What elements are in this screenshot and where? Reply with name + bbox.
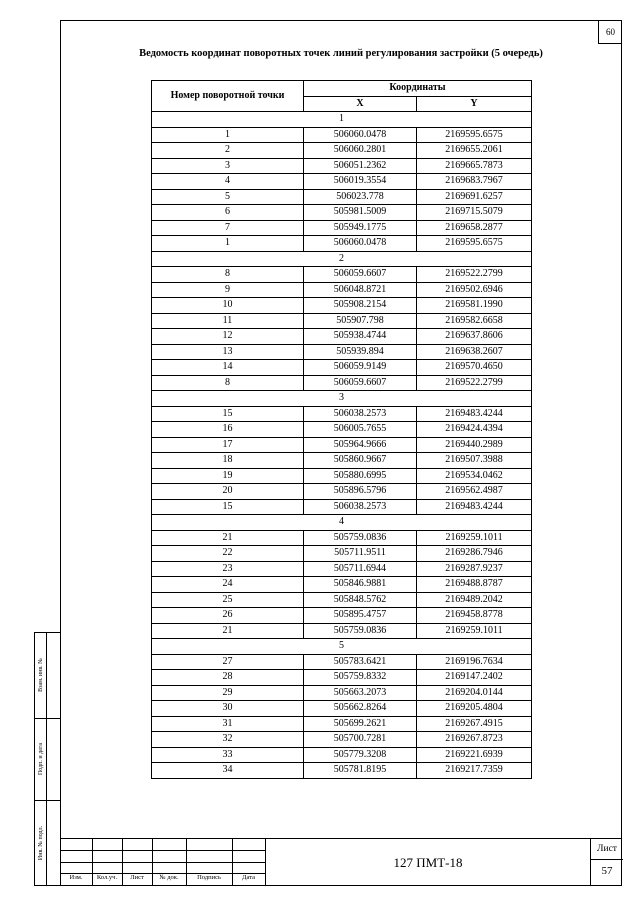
point-number-cell: 9 <box>152 282 304 298</box>
x-coordinate-cell: 505759.0836 <box>304 623 417 639</box>
point-number-cell: 27 <box>152 654 304 670</box>
table-row <box>152 422 532 438</box>
table-row <box>152 530 532 546</box>
table-row <box>152 437 532 453</box>
table-row <box>152 747 532 763</box>
stamp-col-izm: Изм. <box>69 874 83 881</box>
table-row <box>152 670 532 686</box>
y-coordinate-cell: 2169582.6658 <box>417 313 532 329</box>
header-point-number: Номер поворотной точки <box>152 81 304 112</box>
x-coordinate-cell: 505848.5762 <box>304 592 417 608</box>
x-coordinate-cell: 506038.2573 <box>304 406 417 422</box>
y-coordinate-cell: 2169489.2042 <box>417 592 532 608</box>
table-row <box>152 561 532 577</box>
group-label: 5 <box>152 639 532 655</box>
table-row <box>152 499 532 515</box>
table-row <box>152 375 532 391</box>
point-number-cell: 15 <box>152 499 304 515</box>
x-coordinate-cell: 505907.798 <box>304 313 417 329</box>
side-label-replacement-inv: Взам. инв. № <box>38 658 44 692</box>
x-coordinate-cell: 505779.3208 <box>304 747 417 763</box>
y-coordinate-cell: 2169507.3988 <box>417 453 532 469</box>
y-coordinate-cell: 2169488.8787 <box>417 577 532 593</box>
point-number-cell: 6 <box>152 205 304 221</box>
stamp-line <box>60 850 265 851</box>
table-row <box>152 360 532 376</box>
point-number-cell: 14 <box>152 360 304 376</box>
group-row <box>152 391 532 407</box>
point-number-cell: 10 <box>152 298 304 314</box>
stamp-col-doc: № док. <box>159 874 179 881</box>
stamp-col-kol: Кол.уч. <box>96 874 118 881</box>
table-row <box>152 205 532 221</box>
y-coordinate-cell: 2169683.7967 <box>417 174 532 190</box>
document-code: 127 ПМТ-18 <box>265 838 590 886</box>
table-row <box>152 220 532 236</box>
y-coordinate-cell: 2169522.2799 <box>417 267 532 283</box>
y-coordinate-cell: 2169715.5079 <box>417 205 532 221</box>
top-page-number: 60 <box>598 20 622 44</box>
point-number-cell: 2 <box>152 143 304 159</box>
point-number-cell: 16 <box>152 422 304 438</box>
table-row <box>152 484 532 500</box>
point-number-cell: 11 <box>152 313 304 329</box>
point-number-cell: 26 <box>152 608 304 624</box>
side-label-sign-date: Подп. и дата <box>38 742 44 776</box>
header-coordinates: Координаты <box>304 81 532 97</box>
x-coordinate-cell: 506048.8721 <box>304 282 417 298</box>
point-number-cell: 15 <box>152 406 304 422</box>
table-row <box>152 298 532 314</box>
x-coordinate-cell: 505759.0836 <box>304 530 417 546</box>
sheet-number: 57 <box>601 865 613 877</box>
point-number-cell: 1 <box>152 127 304 143</box>
y-coordinate-cell: 2169196.7634 <box>417 654 532 670</box>
point-number-cell: 8 <box>152 375 304 391</box>
point-number-cell: 17 <box>152 437 304 453</box>
header-x: X <box>304 96 417 112</box>
y-coordinate-cell: 2169570.4650 <box>417 360 532 376</box>
table-row <box>152 701 532 717</box>
y-coordinate-cell: 2169286.7946 <box>417 546 532 562</box>
x-coordinate-cell: 505964.9666 <box>304 437 417 453</box>
y-coordinate-cell: 2169665.7873 <box>417 158 532 174</box>
y-coordinate-cell: 2169637.8606 <box>417 329 532 345</box>
x-coordinate-cell: 505846.9881 <box>304 577 417 593</box>
stamp-col-list: Лист <box>130 874 144 881</box>
table-row <box>152 716 532 732</box>
stamp-col-sign: Подпись <box>197 874 221 881</box>
x-coordinate-cell: 506060.2801 <box>304 143 417 159</box>
x-coordinate-cell: 505711.6944 <box>304 561 417 577</box>
y-coordinate-cell: 2169581.1990 <box>417 298 532 314</box>
point-number-cell: 31 <box>152 716 304 732</box>
point-number-cell: 29 <box>152 685 304 701</box>
table-row <box>152 763 532 779</box>
point-number-cell: 32 <box>152 732 304 748</box>
point-number-cell: 1 <box>152 236 304 252</box>
y-coordinate-cell: 2169522.2799 <box>417 375 532 391</box>
table-row <box>152 267 532 283</box>
y-coordinate-cell: 2169217.7359 <box>417 763 532 779</box>
point-number-cell: 33 <box>152 747 304 763</box>
group-label: 2 <box>152 251 532 267</box>
x-coordinate-cell: 505908.2154 <box>304 298 417 314</box>
x-coordinate-cell: 505700.7281 <box>304 732 417 748</box>
x-coordinate-cell: 506023.778 <box>304 189 417 205</box>
point-number-cell: 21 <box>152 530 304 546</box>
group-label: 3 <box>152 391 532 407</box>
group-row <box>152 639 532 655</box>
point-number-cell: 12 <box>152 329 304 345</box>
point-number-cell: 18 <box>152 453 304 469</box>
group-label: 1 <box>152 112 532 128</box>
table-row <box>152 546 532 562</box>
point-number-cell: 30 <box>152 701 304 717</box>
table-row <box>152 608 532 624</box>
y-coordinate-cell: 2169424.4394 <box>417 422 532 438</box>
y-coordinate-cell: 2169440.2989 <box>417 437 532 453</box>
y-coordinate-cell: 2169655.2061 <box>417 143 532 159</box>
x-coordinate-cell: 506051.2362 <box>304 158 417 174</box>
y-coordinate-cell: 2169458.8778 <box>417 608 532 624</box>
stamp-col-date: Дата <box>242 874 255 881</box>
table-row <box>152 329 532 345</box>
table-row <box>152 313 532 329</box>
point-number-cell: 22 <box>152 546 304 562</box>
point-number-cell: 25 <box>152 592 304 608</box>
table-row <box>152 127 532 143</box>
y-coordinate-cell: 2169267.4915 <box>417 716 532 732</box>
stamp-line <box>60 862 265 863</box>
y-coordinate-cell: 2169658.2877 <box>417 220 532 236</box>
x-coordinate-cell: 506060.0478 <box>304 127 417 143</box>
x-coordinate-cell: 505860.9667 <box>304 453 417 469</box>
x-coordinate-cell: 505896.5796 <box>304 484 417 500</box>
y-coordinate-cell: 2169221.6939 <box>417 747 532 763</box>
y-coordinate-cell: 2169204.0144 <box>417 685 532 701</box>
group-row <box>152 515 532 531</box>
y-coordinate-cell: 2169638.2607 <box>417 344 532 360</box>
x-coordinate-cell: 505938.4744 <box>304 329 417 345</box>
y-coordinate-cell: 2169483.4244 <box>417 406 532 422</box>
table-row <box>152 344 532 360</box>
point-number-cell: 34 <box>152 763 304 779</box>
y-coordinate-cell: 2169147.2402 <box>417 670 532 686</box>
y-coordinate-cell: 2169259.1011 <box>417 623 532 639</box>
x-coordinate-cell: 505939.894 <box>304 344 417 360</box>
point-number-cell: 13 <box>152 344 304 360</box>
point-number-cell: 28 <box>152 670 304 686</box>
y-coordinate-cell: 2169595.6575 <box>417 127 532 143</box>
y-coordinate-cell: 2169205.4804 <box>417 701 532 717</box>
point-number-cell: 8 <box>152 267 304 283</box>
x-coordinate-cell: 506059.6607 <box>304 267 417 283</box>
y-coordinate-cell: 2169267.8723 <box>417 732 532 748</box>
x-coordinate-cell: 505783.6421 <box>304 654 417 670</box>
x-coordinate-cell: 505662.8264 <box>304 701 417 717</box>
y-coordinate-cell: 2169502.6946 <box>417 282 532 298</box>
table-row <box>152 158 532 174</box>
group-row <box>152 251 532 267</box>
table-row <box>152 174 532 190</box>
y-coordinate-cell: 2169534.0462 <box>417 468 532 484</box>
x-coordinate-cell: 505981.5009 <box>304 205 417 221</box>
x-coordinate-cell: 506059.6607 <box>304 375 417 391</box>
point-number-cell: 7 <box>152 220 304 236</box>
y-coordinate-cell: 2169595.6575 <box>417 236 532 252</box>
table-row <box>152 654 532 670</box>
table-row <box>152 623 532 639</box>
point-number-cell: 23 <box>152 561 304 577</box>
coordinates-table <box>151 80 532 779</box>
x-coordinate-cell: 506059.9149 <box>304 360 417 376</box>
table-row <box>152 685 532 701</box>
y-coordinate-cell: 2169562.4987 <box>417 484 532 500</box>
point-number-cell: 19 <box>152 468 304 484</box>
table-row <box>152 453 532 469</box>
point-number-cell: 4 <box>152 174 304 190</box>
point-number-cell: 3 <box>152 158 304 174</box>
table-row <box>152 189 532 205</box>
x-coordinate-cell: 506038.2573 <box>304 499 417 515</box>
side-label-original-inv: Инв. № подл. <box>38 825 44 861</box>
x-coordinate-cell: 505895.4757 <box>304 608 417 624</box>
x-coordinate-cell: 505949.1775 <box>304 220 417 236</box>
sheet-divider <box>591 859 623 860</box>
x-coordinate-cell: 505699.2621 <box>304 716 417 732</box>
header-y: Y <box>417 96 532 112</box>
x-coordinate-cell: 506060.0478 <box>304 236 417 252</box>
x-coordinate-cell: 505880.6995 <box>304 468 417 484</box>
point-number-cell: 21 <box>152 623 304 639</box>
coordinates-table-body <box>152 112 532 779</box>
table-row <box>152 468 532 484</box>
table-row <box>152 406 532 422</box>
table-row <box>152 592 532 608</box>
x-coordinate-cell: 505711.9511 <box>304 546 417 562</box>
table-row <box>152 143 532 159</box>
point-number-cell: 5 <box>152 189 304 205</box>
point-number-cell: 24 <box>152 577 304 593</box>
x-coordinate-cell: 506019.3554 <box>304 174 417 190</box>
y-coordinate-cell: 2169287.9237 <box>417 561 532 577</box>
x-coordinate-cell: 506005.7655 <box>304 422 417 438</box>
sheet-label: Лист <box>597 844 617 854</box>
x-coordinate-cell: 505663.2073 <box>304 685 417 701</box>
y-coordinate-cell: 2169259.1011 <box>417 530 532 546</box>
table-row <box>152 732 532 748</box>
side-strip-divider <box>46 632 47 886</box>
group-label: 4 <box>152 515 532 531</box>
point-number-cell: 20 <box>152 484 304 500</box>
x-coordinate-cell: 505759.8332 <box>304 670 417 686</box>
table-row <box>152 577 532 593</box>
x-coordinate-cell: 505781.8195 <box>304 763 417 779</box>
table-row <box>152 282 532 298</box>
y-coordinate-cell: 2169483.4244 <box>417 499 532 515</box>
y-coordinate-cell: 2169691.6257 <box>417 189 532 205</box>
group-row <box>152 112 532 128</box>
table-row <box>152 236 532 252</box>
sheet-box <box>590 838 622 886</box>
document-title: Ведомость координат поворотных точек линий регулирования застройки (5 очередь) <box>139 48 543 59</box>
